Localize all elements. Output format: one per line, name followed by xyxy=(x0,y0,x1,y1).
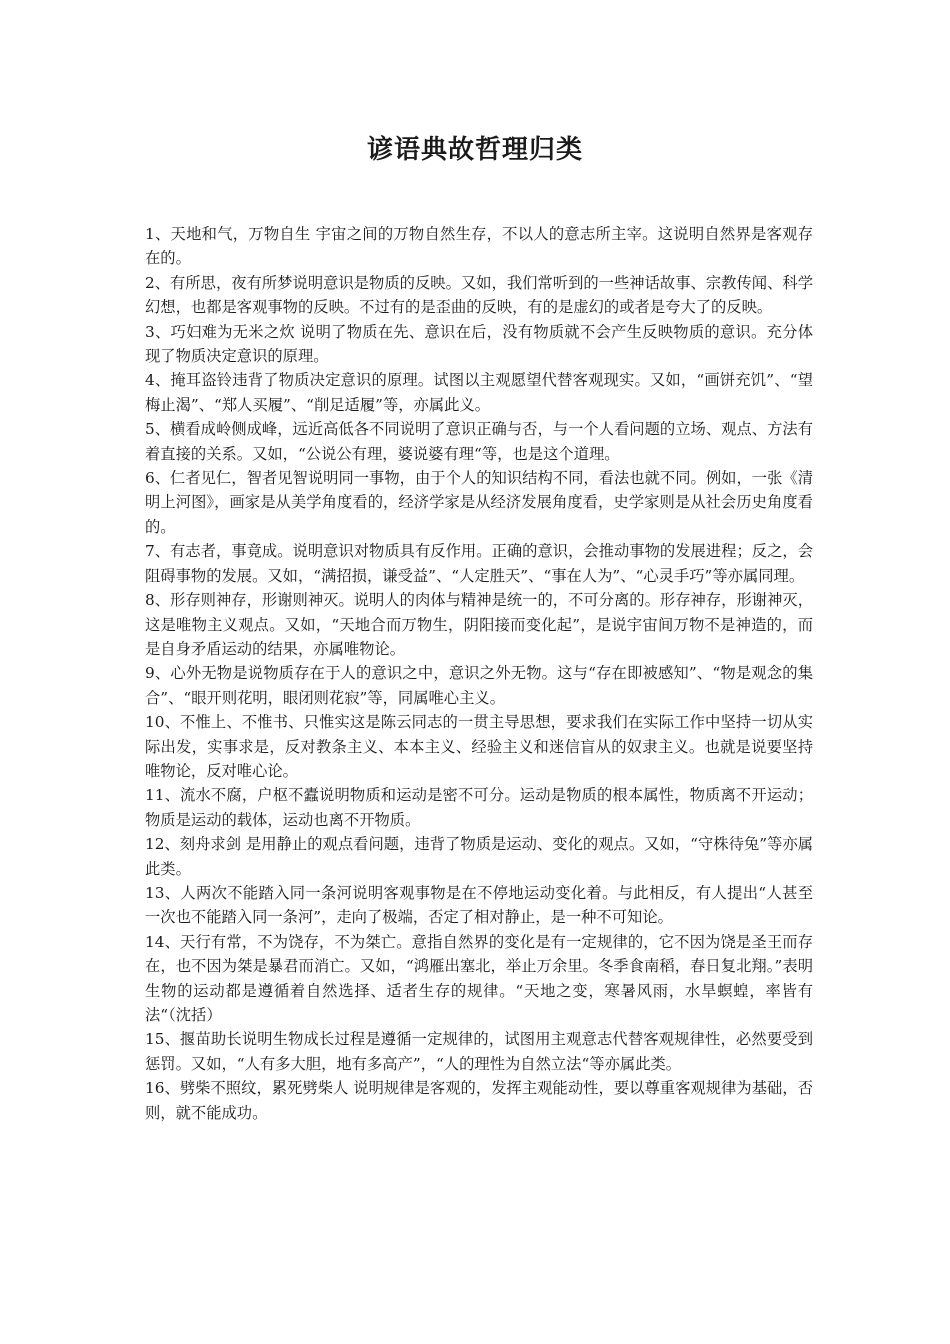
paragraph-9: 9、心外无物是说物质存在于人的意识之中，意识之外无物。这与“存在即被感知”、“物是观念的集合”、“眼开则花明，眼闭则花寂”等，同属唯心主义。 xyxy=(145,664,813,707)
paragraph-13: 13、人两次不能踏入同一条河说明客观事物是在不停地运动变化着。与此相反，有人提出“人甚至一次也不能踏入同一条河”，走向了极端，否定了相对静止，是一种不可知论。 xyxy=(145,883,813,927)
paragraph-3: 3、巧妇难为无米之炊 说明了物质在先、意识在后，没有物质就不会产生反映物质的意识。充分体现了物质决定意识的原理。 xyxy=(145,322,813,366)
paragraph-14: 14、天行有常，不为饶存，不为桀亡。意指自然界的变化是有一定规律的，它不因为饶是圣王而存在，也不因为桀是暴君而消亡。又如，“鸿雁出塞北，举止万余里。冬季食南稻，春日复北翔。”表明生物的运动都是遵循着自然选择、适者生存的规律。“天地之变，寒暑风雨，水旱螟蝗，率皆有法“（沈括） xyxy=(145,932,813,1024)
document-title: 谚语典故哲理归类 xyxy=(366,135,583,165)
paragraph-4: 4、掩耳盗铃违背了物质决定意识的原理。试图以主观愿望代替客观现实。又如，“画饼充饥”、“望梅止渴”、“郑人买履”、“削足适履”等，亦属此义。 xyxy=(145,371,813,414)
document-body xyxy=(145,222,813,1125)
paragraph-2: 2、有所思，夜有所梦说明意识是物质的反映。又如，我们常听到的一些神话故事、宗教传闻、科学幻想，也都是客观事物的反映。不过有的是歪曲的反映，有的是虚幻的或者是夸大了的反映。 xyxy=(145,273,813,317)
paragraph-1: 1、天地和气，万物自生 宇宙之间的万物自然生存，不以人的意志所主宰。这说明自然界是客观存在的。 xyxy=(145,225,813,268)
paragraph-5: 5、横看成岭侧成峰，远近高低各不同说明了意识正确与否，与一个人看问题的立场、观点、方法有着直接的关系。又如，“公说公有理，婆说婆有理“等，也是这个道理。 xyxy=(145,420,813,463)
paragraph-15: 15、揠苗助长说明生物成长过程是遵循一定规律的，试图用主观意志代替客观规律性，必然要受到惩罚。又如，“人有多大胆，地有多高产”，“人的理性为自然立法“等亦属此类。 xyxy=(145,1030,813,1073)
paragraph-12: 12、刻舟求剑 是用静止的观点看问题，违背了物质是运动、变化的观点。又如，“守株待兔”等亦属此类。 xyxy=(145,835,813,878)
paragraph-10: 10、不惟上、不惟书、只惟实这是陈云同志的一贯主导思想，要求我们在实际工作中坚持一切从实际出发，实事求是，反对教条主义、本本主义、经验主义和迷信盲从的奴隶主义。也就是说要坚持唯物论，反对唯心论。 xyxy=(145,713,813,780)
paragraph-7: 7、有志者，事竟成。说明意识对物质具有反作用。正确的意识，会推动事物的发展进程；反之，会阻碍事物的发展。又如，“满招损，谦受益”、“人定胜天”、“事在人为”、“心灵手巧”等亦属同理。 xyxy=(145,542,813,585)
paragraph-16: 16、劈柴不照纹，累死劈柴人 说明规律是客观的，发挥主观能动性，要以尊重客观规律为基础，否则，就不能成功。 xyxy=(145,1079,813,1122)
paragraph-11: 11、流水不腐，户枢不蠹说明物质和运动是密不可分。运动是物质的根本属性，物质离不开运动；物质是运动的载体，运动也离不开物质。 xyxy=(145,786,813,829)
paragraph-8: 8、形存则神存，形谢则神灭。说明人的肉体与精神是统一的，不可分离的。形存神存，形谢神灭，这是唯物主义观点。又如，“天地合而万物生，阴阳接而变化起”，是说宇宙间万物不是神造的，而是自身矛盾运动的结果，亦属唯物论。 xyxy=(145,591,813,658)
paragraph-6: 6、仁者见仁，智者见智说明同一事物，由于个人的知识结构不同，看法也就不同。例如，一张《清明上河图》，画家是从美学角度看的，经济学家是从经济发展角度看，史学家则是从社会历史角度看的。 xyxy=(145,469,813,536)
